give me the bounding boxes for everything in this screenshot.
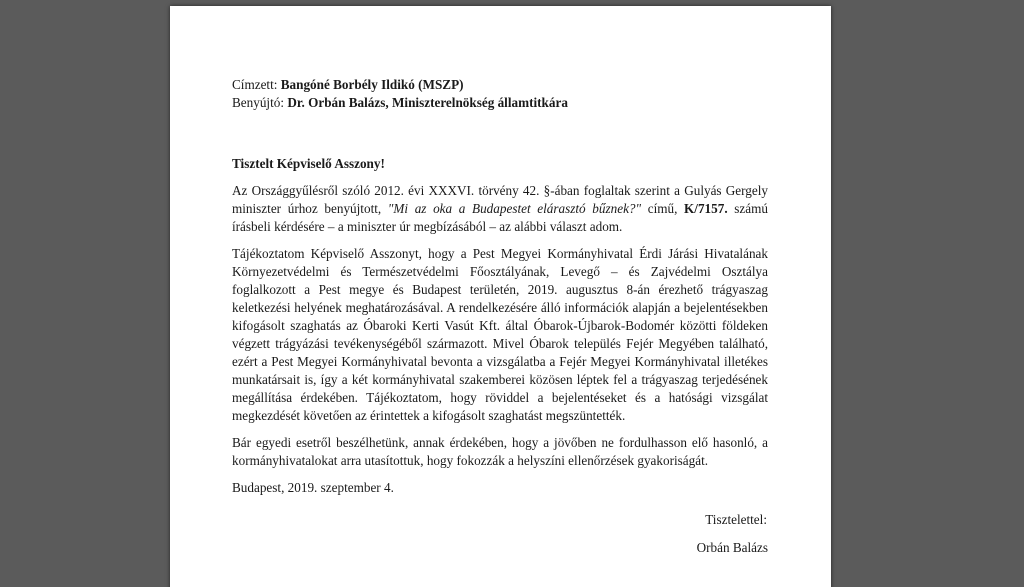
- closing: Tisztelettel:: [705, 512, 767, 527]
- question-title: "Mi az oka a Budapestet elárasztó bűznek?": [387, 201, 642, 216]
- sender-name: Dr. Orbán Balázs, Miniszterelnökség államtitkára: [287, 95, 568, 110]
- recipient-line: [232, 76, 768, 94]
- paragraph-1-part-a: Az Országgyűlésről szóló 2012. évi XXXVI. törvény 42. §-ában foglaltak szerint a Gulyás Gergely miniszter úrhoz benyújtott,: [232, 183, 768, 216]
- recipient-name: Bangóné Borbély Ildikó (MSZP): [280, 77, 464, 92]
- paragraph-3: Bár egyedi esetről beszélhetünk, annak érdekében, hogy a jövőben ne fordulhasson elő hasonló, a kormányhivatalokat arra utasítottuk, hogy fokozzák a helyszíni ellenőrzések gyakoriságát.: [232, 435, 768, 468]
- paragraph-2: Tájékoztatom Képviselő Asszonyt, hogy a Pest Megyei Kormányhivatal Érdi Járási Hivatalának Környezetvédelmi és Természetvédelmi Főosztályának, Levegő – és Zajvédelmi Osztálya foglalkozott a Pest megye és Budapest területén, 2019. augusztus 8-án érezhető trágyaszag keletkezési helyének meghatározásával. A rendelkezésére álló információk alapján a bejelentésekben kifogásolt szaghatás az Óbaroki Kerti Vasút Kft. által Óbarok-Újbarok-Bodomér közötti földeken végzett trágyázási tevékenységéből származott. Mivel Óbarok település Fejér Megyében található, ezért a Pest Megyei Kormányhivatal bevonta a vizsgálatba a Fejér Megyei Kormányhivatal illetékes munkatársait is, így a két kormányhivatal szakemberei közösen léptek fel a trágyaszag terjedésének megállítása érdekében. Tájékoztatom, hogy röviddel a bejelentéseket és a hatósági vizsgálat megkezdését követően az érintettek a kifogásolt szaghatást megszüntették.: [232, 246, 768, 423]
- document-page: [170, 6, 831, 587]
- paragraph-1-part-c: számú írásbeli kérdésére – a miniszter úr megbízásából – az alábbi választ adom.: [232, 201, 768, 234]
- greeting: Tisztelt Képviselő Asszony!: [232, 156, 385, 171]
- paragraph-1-part-b: című,: [641, 201, 685, 216]
- paragraph-1: [232, 182, 768, 236]
- question-number: K/7157.: [684, 201, 728, 216]
- page-content: [232, 76, 768, 557]
- recipient-label: Címzett:: [232, 77, 281, 92]
- date-line: Budapest, 2019. szeptember 4.: [232, 480, 394, 495]
- signature-name: Orbán Balázs: [696, 540, 768, 555]
- sender-label: Benyújtó:: [232, 95, 288, 110]
- sender-line: [232, 94, 768, 112]
